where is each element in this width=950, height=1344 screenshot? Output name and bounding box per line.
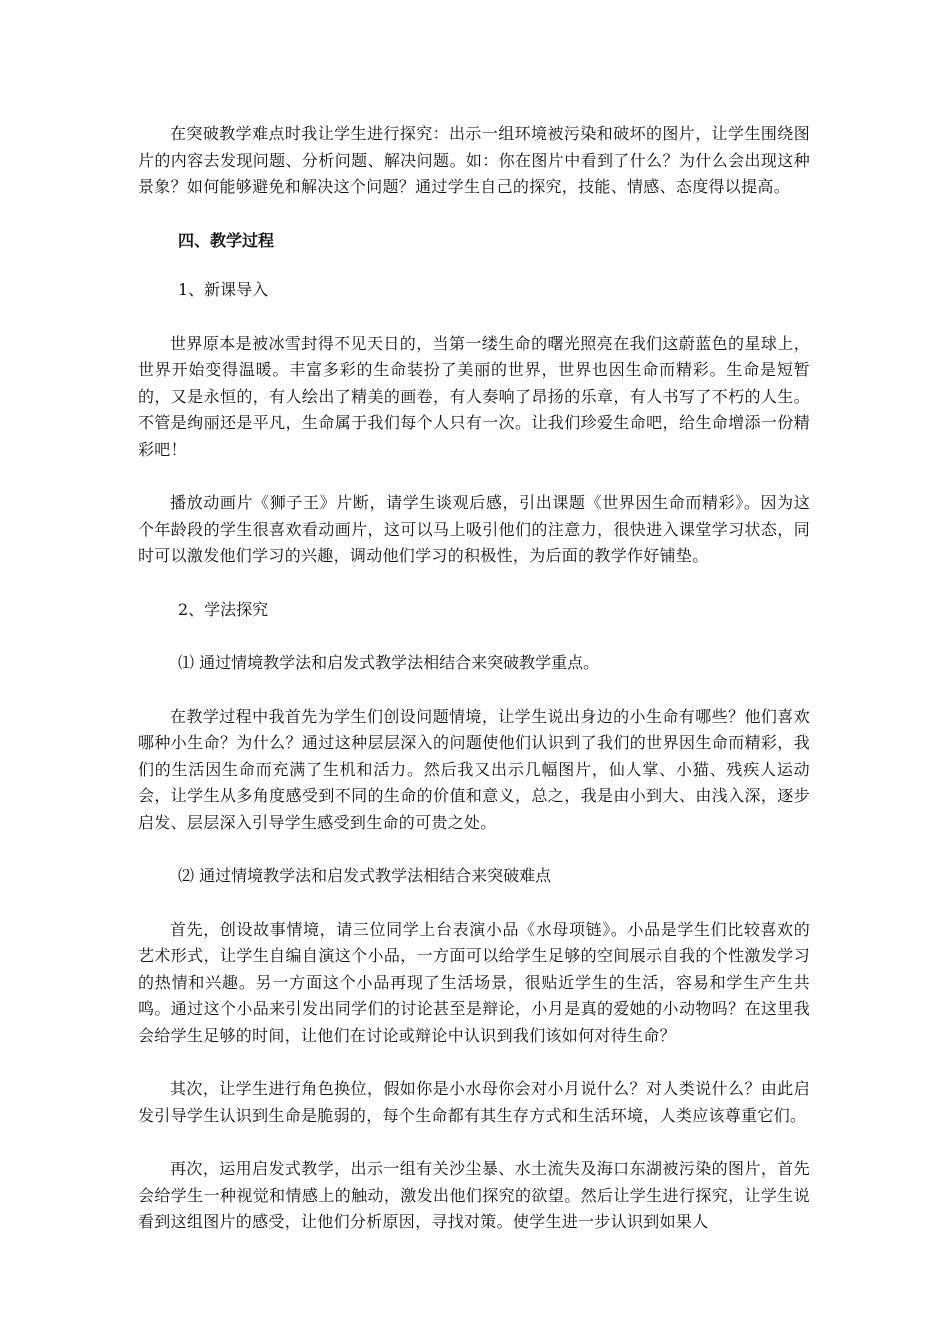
paragraph-world: 世界原本是被冰雪封得不见天日的，当第一缕生命的曙光照亮在我们这蔚蓝色的星球上，世界开始变得温暖。丰富多彩的生命装扮了美丽的世界，世界也因生命而精彩。生命是短暂的，又是永恒的，有人绘出了精美的画卷，有人奏响了昂扬的乐章，有人书写了不朽的人生。不管是绚丽还是平凡，生命属于我们每个人只有一次。让我们珍爱生命吧，给生命增添一份精彩吧！ [138,333,810,459]
list-item-heading-1: ⑴ 通过情境教学法和启发式教学法相结合来突破教学重点。 [178,653,600,672]
paragraph-third: 再次，运用启发式教学，出示一组有关沙尘暴、水土流失及海口东湖被污染的图片，首先会给学生一种视觉和情感上的触动，激发出他们探究的欲望。然后让学生进行探究，让学生说看到这组图片的感受，让他们分析原因，寻找对策。使学生进一步认识到如果人 [138,1159,810,1231]
list-item-heading-2: ⑵ 通过情境教学法和启发式教学法相结合来突破难点 [178,866,552,885]
document-body [138,121,810,1236]
paragraph-first: 首先，创设故事情境，请三位同学上台表演小品《水母项链》。小品是学生们比较喜欢的艺术形式，让学生自编自演这个小品，一方面可以给学生足够的空间展示自我的个性激发学习的热情和兴趣。另一方面这个小品再现了生活场景，很贴近学生的生活，容易和学生产生共鸣。通过这个小品来引发出同学们的讨论甚至是辩论，小月是真的爱她的小动物吗？在这里我会给学生足够的时间，让他们在讨论或辩论中认识到我们该如何对待生命？ [138,919,810,1045]
paragraph-intro: 在突破教学难点时我让学生进行探究：出示一组环境被污染和破坏的图片，让学生围绕图片的内容去发现问题、分析问题、解决问题。如：你在图片中看到了什么？为什么会出现这种景象？如何能够避免和解决这个问题？通过学生自己的探究，技能、情感、态度得以提高。 [138,124,810,196]
subheading-study-method: 2、学法探究 [178,599,269,619]
subheading-new-lesson: 1、新课导入 [178,280,269,299]
paragraph-second: 其次，让学生进行角色换位，假如你是小水母你会对小月说什么？对人类说什么？由此启发引导学生认识到生命是脆弱的，每个生命都有其生存方式和生活环境，人类应该尊重它们。 [138,1079,810,1125]
section-heading-teaching-process: 四、教学过程 [178,230,275,250]
paragraph-lion-king: 播放动画片《狮子王》片断，请学生谈观后感，引出课题《世界因生命而精彩》。因为这个年龄段的学生很喜欢看动画片，这可以马上吸引他们的注意力，很快进入课堂学习状态，同时可以激发他们学习的兴趣，调动他们学习的积极性，为后面的教学作好铺垫。 [138,493,810,565]
paragraph-item-1: 在教学过程中我首先为学生们创设问题情境，让学生说出身边的小生命有哪些？他们喜欢哪种小生命？为什么？通过这种层层深入的问题使他们认识到了我们的世界因生命而精彩，我们的生活因生命而充满了生机和活力。然后我又出示几幅图片，仙人掌、小猫、残疾人运动会，让学生从多角度感受到不同的生命的价值和意义，总之，我是由小到大、由浅入深，逐步启发、层层深入引导学生感受到生命的可贵之处。 [138,706,810,832]
